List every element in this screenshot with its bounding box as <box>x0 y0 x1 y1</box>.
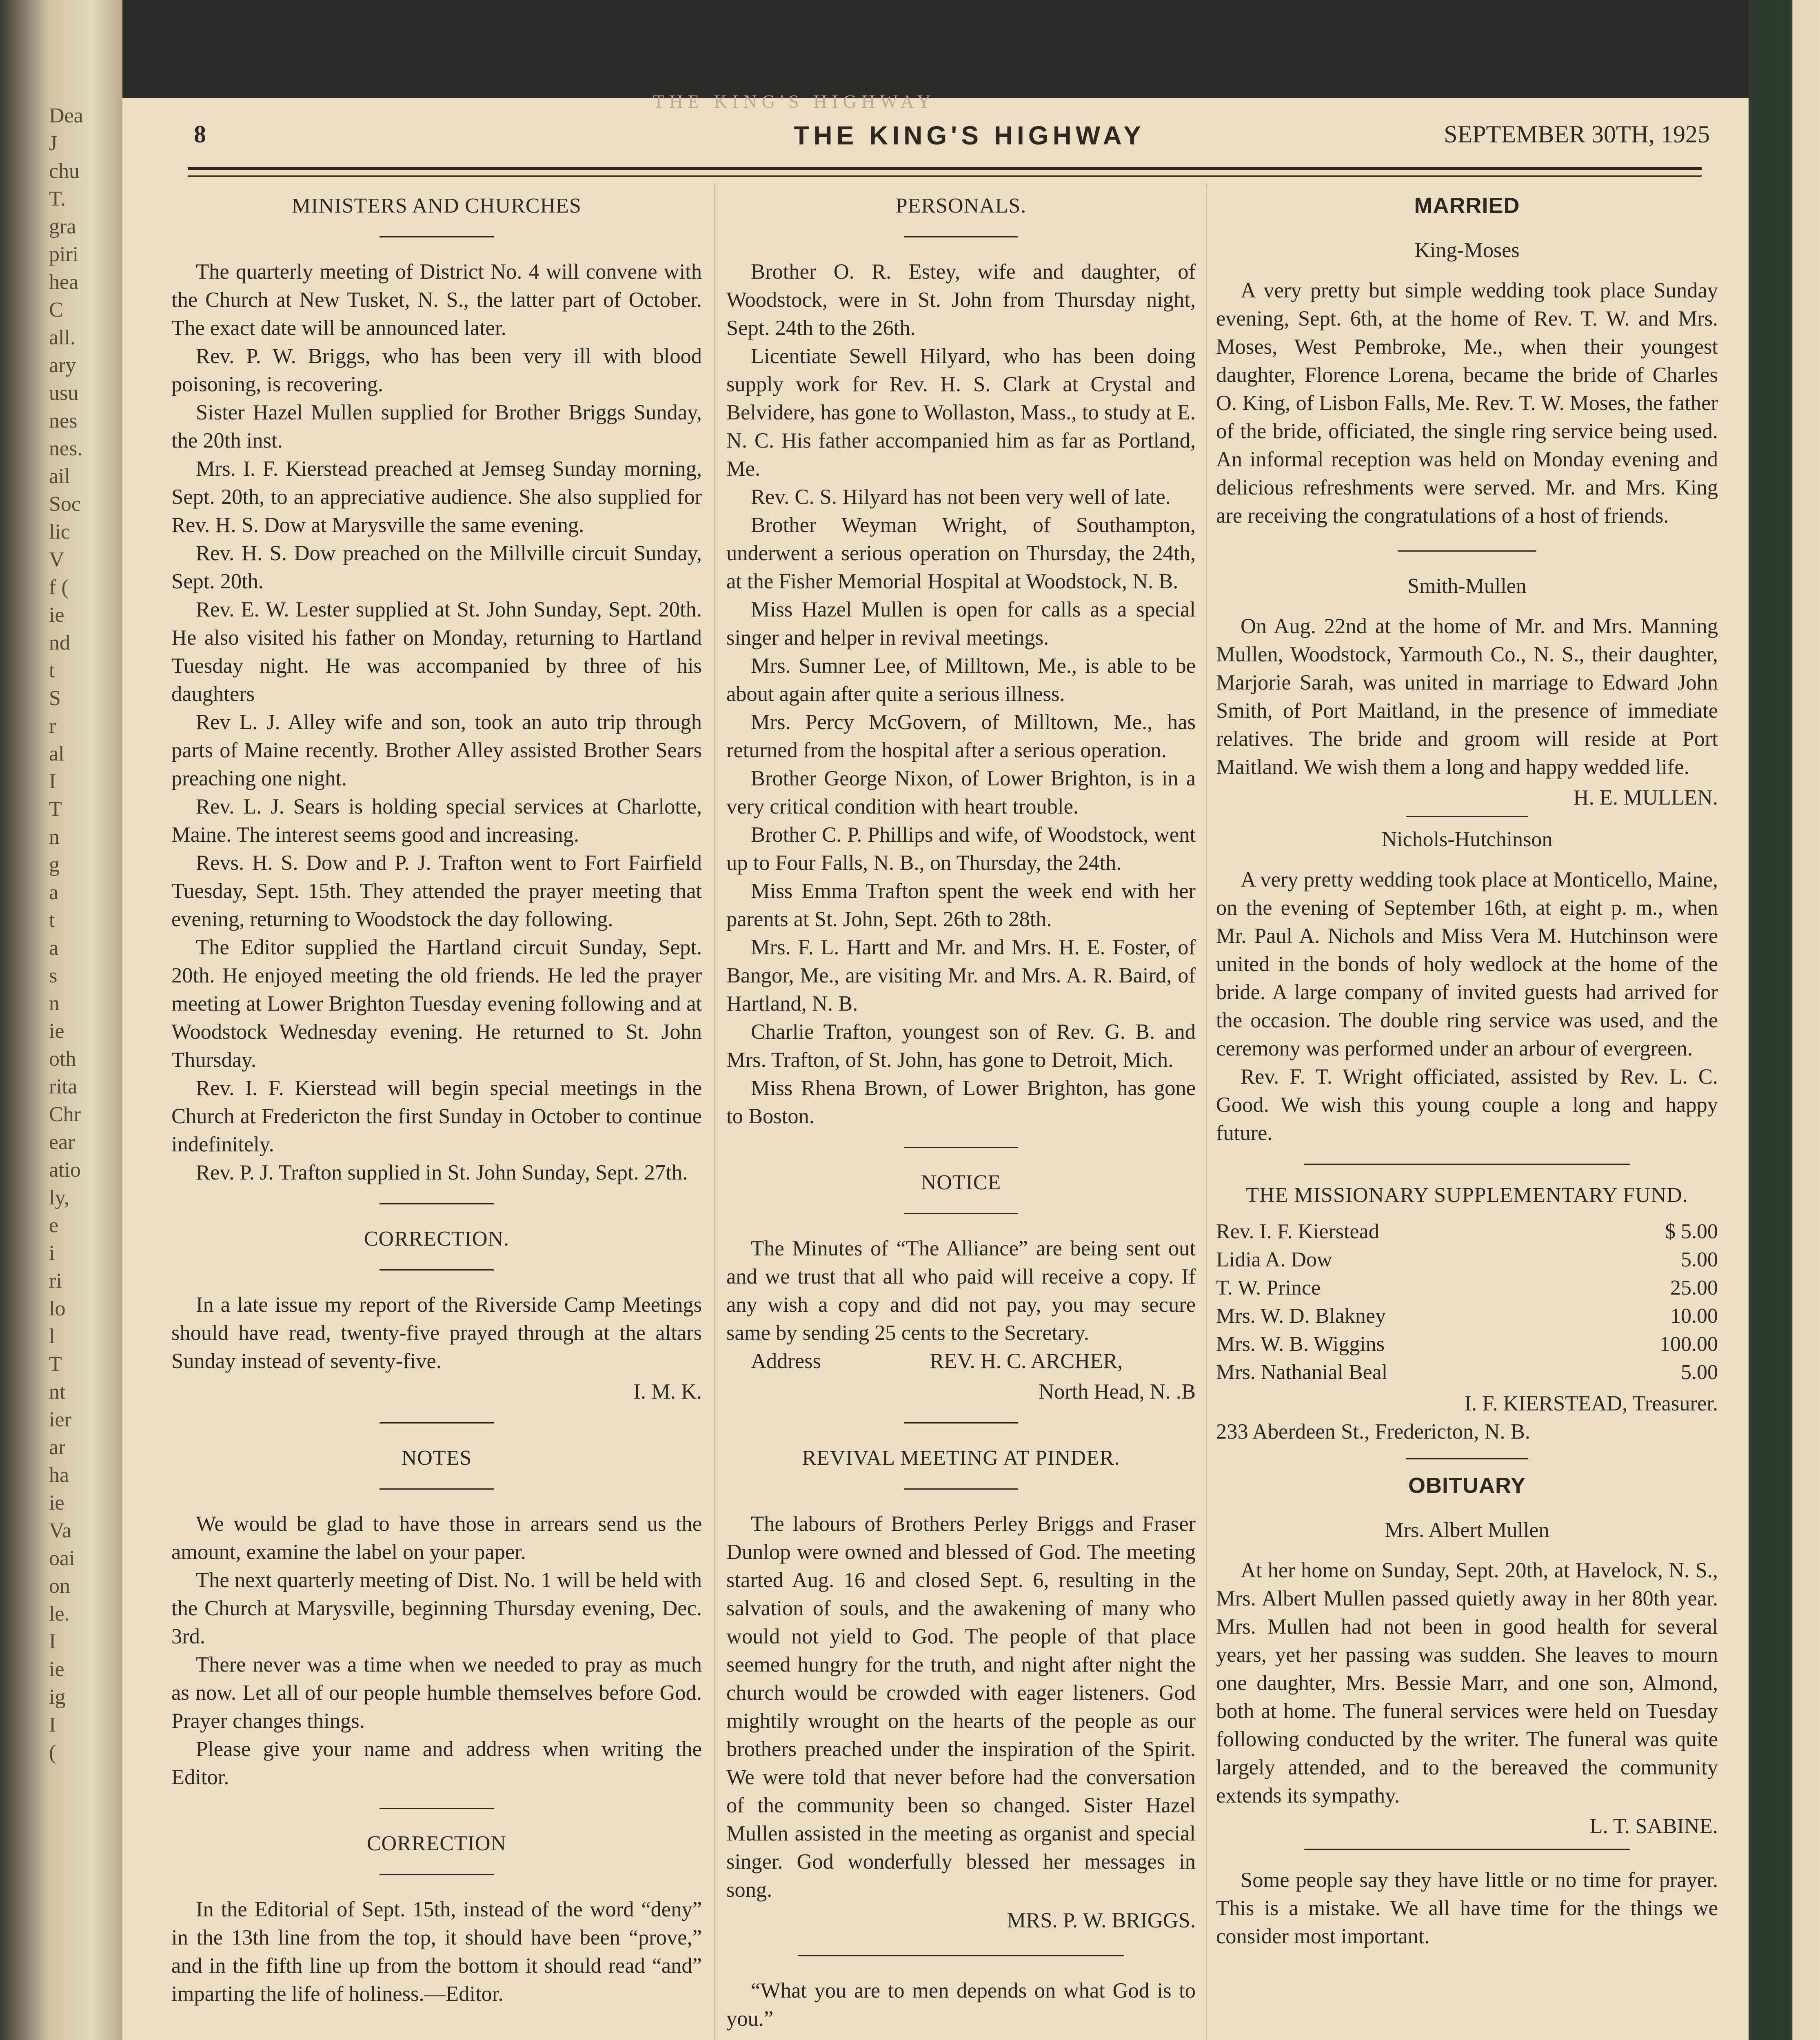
divider <box>1398 550 1536 552</box>
previous-page-fragment: t <box>49 659 55 682</box>
previous-page-fragment: nes <box>49 409 78 432</box>
previous-page-fragment: I <box>49 1630 56 1653</box>
previous-page-fragment: ha <box>49 1463 69 1487</box>
revival-signature: MRS. P. W. BRIGGS. <box>1007 1909 1196 1932</box>
notes-article <box>171 1510 702 1792</box>
previous-page-fragment: le. <box>49 1602 70 1625</box>
previous-page-fragment: V <box>49 548 64 571</box>
fund-amount: 5.00 <box>1681 1248 1718 1271</box>
fund-row <box>1216 1302 1718 1330</box>
previous-page-fragment: f ( <box>49 576 69 599</box>
section-heading-correction: CORRECTION. <box>364 1227 510 1251</box>
personals-paragraph: Mrs. Percy McGovern, of Milltown, Me., has returned from the hospital after a serious operation. <box>726 710 1196 762</box>
previous-page-fragment: T <box>49 798 62 821</box>
header-rule-thin <box>188 175 1702 177</box>
previous-page-fragment: r <box>49 714 56 738</box>
previous-page-fragment: ie <box>49 603 64 627</box>
fund-table <box>1216 1217 1718 1387</box>
notice-address-name: REV. H. C. ARCHER, <box>930 1349 1123 1373</box>
personals-paragraph: Miss Hazel Mullen is open for calls as a special singer and helper in revival meetings. <box>726 598 1196 650</box>
previous-page-fragment: lic <box>49 520 70 543</box>
previous-page-fragment: Chr <box>49 1103 81 1126</box>
previous-page-fragment: ier <box>49 1408 71 1431</box>
fund-row <box>1216 1330 1718 1358</box>
fund-amount: 25.00 <box>1670 1276 1718 1299</box>
previous-page-fragment: ary <box>49 354 76 377</box>
correction-signature: I. M. K. <box>633 1380 702 1404</box>
header-rule <box>188 167 1702 170</box>
fund-donor: Mrs. W. D. Blakney <box>1216 1304 1386 1328</box>
previous-page-fragment: ar <box>49 1436 66 1459</box>
previous-page-fragment: a <box>49 936 59 960</box>
previous-page-fragment: I <box>49 770 56 793</box>
previous-page-fragment: rita <box>49 1075 78 1098</box>
column-3 <box>1216 192 1718 1951</box>
ministers-paragraph: Rev. E. W. Lester supplied at St. John Sunday, Sept. 20th. He also visited his father on Monday, returning to Hartland Tuesday night. He was accompanied by three of his daughters <box>171 598 702 706</box>
fund-amount: 100.00 <box>1660 1333 1718 1356</box>
wedding-title-king-moses: King-Moses <box>1414 239 1520 262</box>
previous-page-fragment: ie <box>49 1491 64 1514</box>
personals-paragraph: Mrs. F. L. Hartt and Mr. and Mrs. H. E. Foster, of Bangor, Me., are visiting Mr. and Mrs. A. R. Baird, of Hartland, N. B. <box>726 936 1196 1016</box>
previous-page-fragment: oai <box>49 1547 75 1570</box>
revival-text: The labours of Brothers Perley Briggs and Fraser Dunlop were owned and blessed of God. The meeting started Aug. 16 and closed Sept. 6, resulting in the salvation of souls, and the awakening of many who would not yield to God. The people of that place seemed hungry for the truth, and night after night the church would be crowded with eager listeners. God mightily wrought on the hearts of the people as our brothers preached under the inspiration of the Spirit. We were told that never before had the conversation of the community been so changed. Sister Hazel Mullen assisted in the meeting as organist and special singer. God wonderfully blessed her messages in song. <box>726 1512 1196 1902</box>
divider <box>380 1269 494 1271</box>
wedding-title-nichols-hutchinson: Nichols-Hutchinson <box>1381 828 1553 851</box>
previous-page-fragment: g <box>49 853 60 876</box>
correction-2-text: In the Editorial of Sept. 15th, instead of the word “deny” in the 13th line from the top, it should have been “prove,” and in the fifth line up from the bottom it should read “and” imparting the life of holiness.—Editor. <box>171 1898 702 2006</box>
divider <box>380 1874 494 1875</box>
wedding-signature-smith-mullen: H. E. MULLEN. <box>1573 786 1718 809</box>
previous-page-fragment: s <box>49 964 58 987</box>
personals-paragraph: Brother George Nixon, of Lower Brighton, is in a very critical condition with heart trouble. <box>726 767 1196 818</box>
divider <box>1304 1164 1630 1165</box>
column-2 <box>726 192 1196 2040</box>
section-heading-obituary: OBITUARY <box>1408 1473 1526 1498</box>
section-heading-fund: THE MISSIONARY SUPPLEMENTARY FUND. <box>1246 1184 1688 1207</box>
fund-donor: Mrs. Nathanial Beal <box>1216 1361 1388 1384</box>
previous-page-fragment: e <box>49 1214 59 1237</box>
previous-page-fragment: ly, <box>49 1186 70 1209</box>
fund-row <box>1216 1274 1718 1302</box>
previous-page-fragment: ie <box>49 1658 64 1681</box>
page-number: 8 <box>194 121 206 148</box>
ministers-paragraph: Rev. P. W. Briggs, who has been very ill with blood poisoning, is recovering. <box>171 344 702 396</box>
previous-page-fragment: hea <box>49 271 79 294</box>
fund-amount: 10.00 <box>1670 1304 1718 1328</box>
divider <box>380 1422 494 1424</box>
fund-amount: $ 5.00 <box>1665 1220 1718 1243</box>
previous-page-fragment: a <box>49 881 59 904</box>
page-header <box>194 120 1710 165</box>
previous-page-fragment: T <box>49 1353 62 1376</box>
wedding-text-smith-mullen: On Aug. 22nd at the home of Mr. and Mrs. Manning Mullen, Woodstock, Yarmouth Co., N. S., their daughter, Marjorie Sarah, was united in marriage to Edward John Smith, of Port Maitland, in the presence of immediate relatives. The bride and groom will reside at Port Maitland. We wish them a long and happy wedded life. <box>1216 614 1718 779</box>
ministers-paragraph: Mrs. I. F. Kierstead preached at Jemseg Sunday morning, Sept. 20th, to an appreciative audience. She also supplied for Rev. H. S. Dow at Marysville the same evening. <box>171 457 702 537</box>
column-separator <box>1206 184 1207 2040</box>
divider <box>904 1147 1018 1148</box>
notes-paragraph: The next quarterly meeting of Dist. No. 1 will be held with the Church at Marysville, beginning Thursday evening, Dec. 3rd. <box>171 1568 702 1648</box>
ministers-paragraph: Rev. I. F. Kierstead will begin special meetings in the Church at Fredericton the first Sunday in October to continue indefinitely. <box>171 1076 702 1156</box>
personals-paragraph: Brother C. P. Phillips and wife, of Woodstock, went up to Four Falls, N. B., on Thursday, the 24th. <box>726 823 1196 875</box>
fund-donor: Rev. I. F. Kierstead <box>1216 1220 1379 1243</box>
previous-page-fragment: Va <box>49 1519 71 1542</box>
section-heading-married: MARRIED <box>1414 193 1520 218</box>
section-heading-notice: NOTICE <box>921 1171 1001 1194</box>
previous-page-fragment: n <box>49 992 60 1015</box>
divider <box>904 1488 1018 1490</box>
fund-donor: Mrs. W. B. Wiggins <box>1216 1333 1385 1356</box>
ministers-paragraph: Rev. P. J. Trafton supplied in St. John Sunday, Sept. 27th. <box>196 1161 688 1184</box>
divider <box>380 236 494 237</box>
ministers-paragraph: Rev. H. S. Dow preached on the Millville circuit Sunday, Sept. 20th. <box>171 541 702 593</box>
previous-page-fragment: nt <box>49 1380 66 1404</box>
notice-address-label: Address <box>751 1349 821 1373</box>
fund-amount: 5.00 <box>1681 1361 1718 1384</box>
obituary-text: At her home on Sunday, Sept. 20th, at Havelock, N. S., Mrs. Albert Mullen passed quietly away in her 80th year. Mrs. Mullen had not been in good health for several years, yet her passing was sudden. She leaves to mourn one daughter, Mrs. Bessie Marr, and one son, Almond, both at home. The funeral services were held on Tuesday following conducted by the writer. The funeral was quite largely attended, and to the bereaved the community extends its sympathy. <box>1216 1558 1718 1807</box>
divider <box>1304 1849 1630 1850</box>
notes-paragraph: We would be glad to have those in arrears send us the amount, examine the label on your paper. <box>171 1512 702 1564</box>
notes-paragraph: There never was a time when we needed to pray as much as now. Let all of our people humble themselves before God. Prayer changes things. <box>171 1653 702 1733</box>
wedding-title-smith-mullen: Smith-Mullen <box>1407 574 1527 598</box>
previous-page-fragment: ear <box>49 1131 75 1154</box>
personals-paragraph: Miss Rhena Brown, of Lower Brighton, has gone to Boston. <box>726 1076 1196 1128</box>
ministers-paragraph: Rev L. J. Alley wife and son, took an auto trip through parts of Maine recently. Brother Alley assisted Brother Sears preaching one night. <box>171 710 702 790</box>
section-heading-correction-2: CORRECTION <box>366 1832 507 1855</box>
quote-1: “What you are to men depends on what God is to you.” <box>726 1979 1196 2031</box>
closing-text: Some people say they have little or no time for prayer. This is a mistake. We all have time for the things we consider most important. <box>1216 1868 1718 1948</box>
previous-page-fragment: l <box>49 1325 55 1348</box>
previous-page-fragment: nd <box>49 631 70 654</box>
fund-row <box>1216 1217 1718 1246</box>
wedding-text-king-moses: A very pretty but simple wedding took place Sunday evening, Sept. 6th, at the home of Rev. T. W. and Mrs. Moses, West Pembroke, Me., when their youngest daughter, Florence Lorena, became the bride of Charles O. King, of Lisbon Falls, Me. Rev. T. W. Moses, the father of the bride, officiated, the single ring service being used. An informal reception was held on Monday evening and delicious refreshments were served. Mr. and Mrs. King are receiving the congratulations of a host of friends. <box>1216 279 1718 528</box>
newspaper-page <box>122 91 1749 2040</box>
previous-page-fragment: ( <box>49 1741 56 1764</box>
ministers-paragraph: Rev. L. J. Sears is holding special services at Charlotte, Maine. The interest seems good and increasing. <box>171 795 702 847</box>
correction-text: In a late issue my report of the Riverside Camp Meetings should have read, twenty-five prayed through at the altars Sunday instead of seventy-five. <box>171 1293 702 1373</box>
book-cover-right <box>1749 0 1820 2040</box>
column-1 <box>171 192 702 2008</box>
obituary-signature: L. T. SABINE. <box>1589 1814 1718 1838</box>
fund-row <box>1216 1246 1718 1274</box>
previous-page-fragment: ri <box>49 1269 62 1293</box>
section-heading-revival: REVIVAL MEETING AT PINDER. <box>802 1446 1120 1470</box>
personals-paragraph: Brother O. R. Estey, wife and daughter, of Woodstock, were in St. John from Thursday night, Sept. 24th to the 26th. <box>726 260 1196 340</box>
previous-page-fragment: C <box>49 298 63 322</box>
divider <box>1406 1458 1528 1459</box>
personals-article <box>726 258 1196 1131</box>
fund-address: 233 Aberdeen St., Fredericton, N. B. <box>1216 1419 1530 1444</box>
notice-address-place: North Head, N. .B <box>1039 1380 1196 1404</box>
personals-paragraph: Miss Emma Trafton spent the week end with her parents at St. John, Sept. 26th to 28th. <box>726 879 1196 931</box>
personals-paragraph: Mrs. Sumner Lee, of Milltown, Me., is able to be about again after quite a serious illness. <box>726 654 1196 706</box>
column-separator <box>714 184 715 2040</box>
previous-page-fragment: piri <box>49 243 79 266</box>
ministers-paragraph: Sister Hazel Mullen supplied for Brother Briggs Sunday, the 20th inst. <box>171 401 702 452</box>
fund-donor: T. W. Prince <box>1216 1276 1321 1299</box>
divider <box>1406 816 1528 817</box>
previous-page-fragment: chu <box>49 160 80 183</box>
previous-page-fragment: ig <box>49 1685 66 1709</box>
ministers-paragraph: Revs. H. S. Dow and P. J. Trafton went to Fort Fairfield Tuesday, Sept. 15th. They attended the prayer meeting that evening, returning to Woodstock the day following. <box>171 851 702 931</box>
previous-page-fragment: al <box>49 742 64 765</box>
divider <box>904 1213 1018 1214</box>
personals-paragraph: Charlie Trafton, youngest son of Rev. G. B. and Mrs. Trafton, of St. John, has gone to Detroit, Mich. <box>726 1020 1196 1072</box>
previous-page-strip <box>49 102 127 2040</box>
previous-page-fragment: n <box>49 825 60 849</box>
issue-date: SEPTEMBER 30TH, 1925 <box>1444 121 1710 148</box>
previous-page-fragment: lo <box>49 1297 66 1320</box>
previous-page-fragment: oth <box>49 1047 76 1071</box>
divider <box>904 1422 1018 1424</box>
previous-page-fragment: t <box>49 909 55 932</box>
ministers-paragraph: The Editor supplied the Hartland circuit Sunday, Sept. 20th. He enjoyed meeting the old friends. He led the prayer meeting at Lower Brighton Tuesday evening following and at Woodstock Wednesday evening. He returned to St. John Thursday. <box>171 936 702 1072</box>
previous-page-fragment: ie <box>49 1020 64 1043</box>
previous-page-fragment: I <box>49 1713 56 1736</box>
ministers-paragraph: The quarterly meeting of District No. 4 will convene with the Church at New Tusket, N. S., the latter part of October. The exact date will be announced later. <box>171 260 702 340</box>
ministers-article <box>171 258 702 1187</box>
obituary-title: Mrs. Albert Mullen <box>1385 1518 1549 1542</box>
previous-page-fragment: gra <box>49 215 76 238</box>
previous-page-fragment: Soc <box>49 492 81 516</box>
personals-paragraph: Brother Weyman Wright, of Southampton, underwent a serious operation on Thursday, the 24th, at the Fisher Memorial Hospital at Woodstock, N. B. <box>726 513 1196 593</box>
notes-paragraph: Please give your name and address when writing the Editor. <box>171 1737 702 1789</box>
fund-row <box>1216 1358 1718 1386</box>
notice-address <box>726 1347 1196 1375</box>
section-heading-personals: PERSONALS. <box>895 194 1027 217</box>
personals-paragraph: Licentiate Sewell Hilyard, who has been doing supply work for Rev. H. S. Clark at Crystal and Belvidere, has gone to Wollaston, Mass., to study at E. N. C. His father accompanied him as far as Portland, Me. <box>726 344 1196 481</box>
previous-page-fragment: J <box>49 132 58 155</box>
previous-page-fragment: all. <box>49 326 75 349</box>
section-heading-ministers: MINISTERS AND CHURCHES <box>292 194 582 217</box>
divider <box>380 1488 494 1490</box>
previous-page-fragment: usu <box>49 381 79 405</box>
previous-page-fragment: nes. <box>49 437 83 460</box>
masthead: THE KING'S HIGHWAY <box>793 121 1145 150</box>
previous-page-fragment: on <box>49 1574 70 1598</box>
notice-text: The Minutes of “The Alliance” are being sent out and we trust that all who paid will receive a copy. If any wish a copy and did not pay, you may secure same by sending 25 cents to the Secretary. <box>726 1237 1196 1345</box>
personals-paragraph: Rev. C. S. Hilyard has not been very well of late. <box>751 485 1171 509</box>
previous-page-fragment: i <box>49 1242 55 1265</box>
divider <box>904 236 1018 237</box>
section-heading-notes: NOTES <box>401 1446 472 1470</box>
fund-treasurer: I. F. KIERSTEAD, Treasurer. <box>1464 1391 1718 1415</box>
previous-page-fragment: T. <box>49 187 66 211</box>
previous-page-fragment: Dea <box>49 104 83 127</box>
fund-donor: Lidia A. Dow <box>1216 1248 1332 1271</box>
previous-page-fragment: ail <box>49 465 70 488</box>
divider <box>380 1203 494 1204</box>
divider <box>798 1955 1124 1956</box>
previous-page-fragment: S <box>49 687 61 710</box>
divider <box>380 1808 494 1809</box>
bleed-through-text: THE KING'S HIGHWAY <box>653 91 936 112</box>
previous-page-fragment: atio <box>49 1158 81 1182</box>
wedding-text-nichols-hutchinson-2: Rev. F. T. Wright officiated, assisted by Rev. L. C. Good. We wish this young couple a long and happy future. <box>1216 1065 1718 1145</box>
wedding-text-nichols-hutchinson: A very pretty wedding took place at Monticello, Maine, on the evening of September 16th, at eight p. m., when Mr. Paul A. Nichols and Miss Vera M. Hutchinson were united in the bonds of holy wedlock at the home of the bride. A large company of invited guests had arrived for the occasion. The double ring service was used, and the ceremony was performed under an arbour of evergreen. <box>1216 868 1718 1060</box>
